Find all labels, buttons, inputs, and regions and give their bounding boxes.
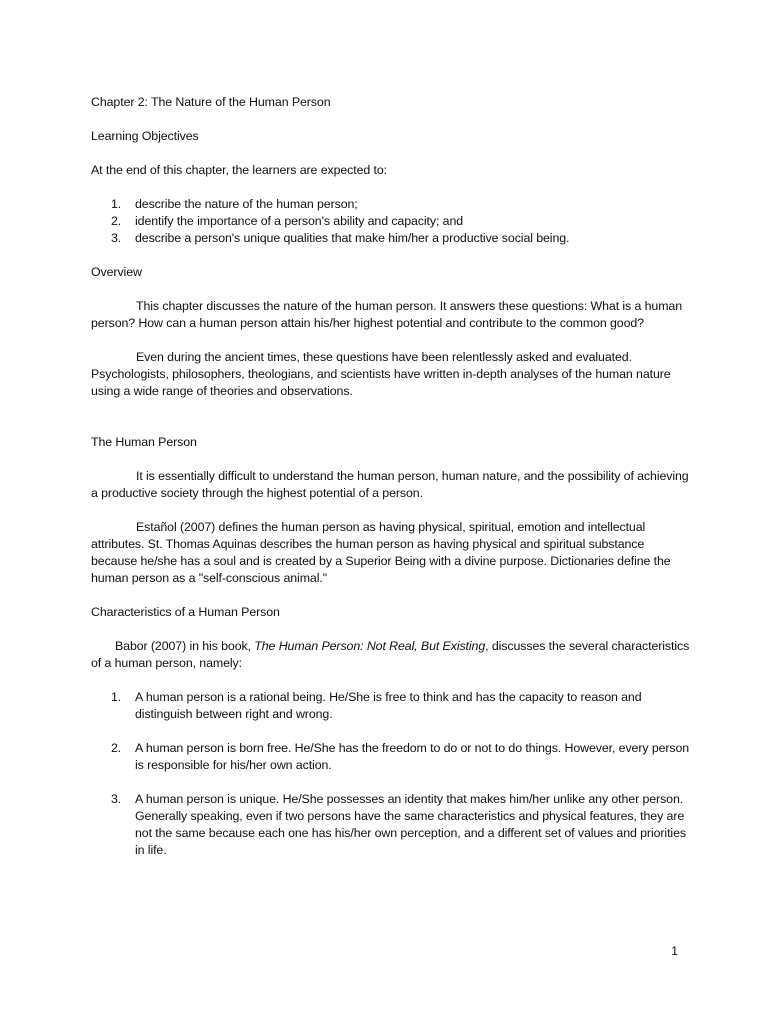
list-item [91,689,691,723]
section-spacer [91,417,691,434]
list-item-text: describe a person's unique qualities that make him/her a productive social being. [135,231,570,245]
list-item-number: 1. [111,197,122,211]
human-person-heading: The Human Person [91,435,197,449]
list-item [91,230,691,247]
learning-objectives-heading: Learning Objectives [91,129,199,143]
list-item-text: A human person is born free. He/She has the freedom to do or not to do things. However, every person is responsible for his/her own action. [135,741,690,772]
human-person-paragraph: Estañol (2007) defines the human person as having physical, spiritual, emotion and intellectual attributes. St. Thomas Aquinas describes the human person as having physical and spiritual substance because he/she has a soul and is created by a Superior Being with a divine purpose. Dictionaries define the human person as a "self-conscious animal." [91,520,671,585]
list-item-number: 2. [111,741,122,755]
characteristics-intro [91,638,691,672]
characteristics-heading: Characteristics of a Human Person [91,605,280,619]
list-item [91,791,691,859]
chapter-title: Chapter 2: The Nature of the Human Person [91,95,331,109]
list-item-text: identify the importance of a person's ability and capacity; and [135,214,464,228]
book-title: The Human Person: Not Real, But Existing [254,639,486,653]
list-item-number: 1. [111,690,122,704]
list-item-number: 3. [111,231,122,245]
characteristics-intro-after: , discusses the several characteristics of a human person, namely: [91,639,690,670]
characteristics-intro-before: Babor (2007) in his book, [115,639,255,653]
list-item [91,213,691,230]
page-number: 1 [671,944,678,958]
document-body [91,94,691,876]
list-item-number: 3. [111,792,122,806]
list-item-text: describe the nature of the human person; [135,197,358,211]
overview-heading: Overview [91,265,142,279]
learning-objectives-list [91,196,691,247]
list-item-text: A human person is a rational being. He/She is free to think and has the capacity to reason and distinguish between right and wrong. [135,690,642,721]
list-item-number: 2. [111,214,122,228]
list-item [91,740,691,774]
overview-paragraph: Even during the ancient times, these questions have been relentlessly asked and evaluated. Psychologists, philosophers, theologians, and scientists have written in-depth analyses of the human nature using a wide range of theories and observations. [91,350,671,398]
overview-paragraph: This chapter discusses the nature of the human person. It answers these questions: What is a human person? How can a human person attain his/her highest potential and contribute to the common good? [91,299,683,330]
human-person-paragraph: It is essentially difficult to understand the human person, human nature, and the possibility of achieving a productive society through the highest potential of a person. [91,469,689,500]
list-item-text: A human person is unique. He/She possesses an identity that makes him/her unlike any other person. Generally speaking, even if two persons have the same characteristics and physical features, they are not the same because each one has his/her own perception, and a different set of values and priorities in life. [135,792,686,857]
list-item [91,196,691,213]
learning-objectives-intro: At the end of this chapter, the learners are expected to: [91,163,387,177]
characteristics-list [91,689,691,859]
